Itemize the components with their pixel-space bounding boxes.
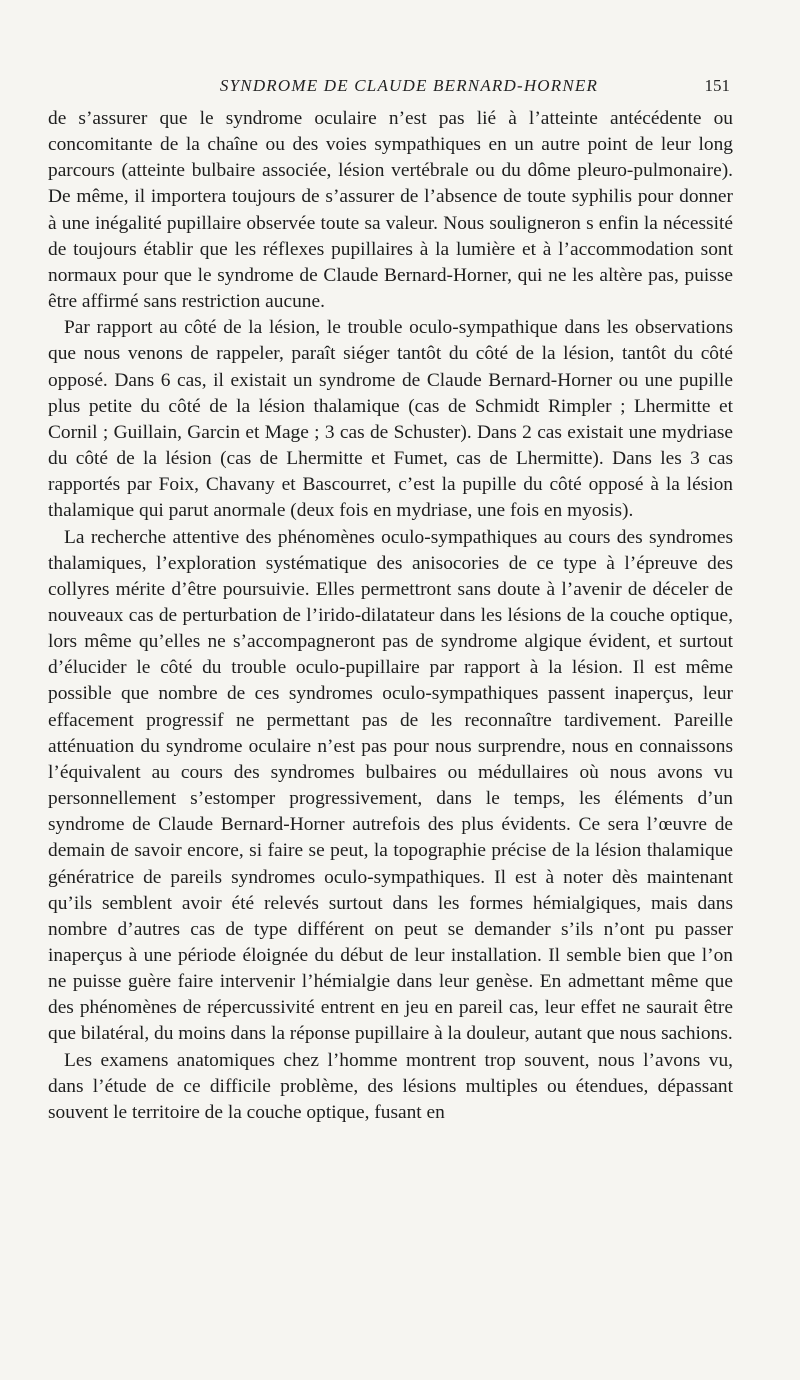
paragraph-1: de s’assurer que le syndrome oculaire n’est pas lié à l’atteinte antécédente ou concomitante de la chaîne ou des voies sympathiques en un autre point de leur long parcours (atteinte bulbaire associée, lésion vertébrale ou du dôme pleuro-pulmonaire). De même, il importera toujours de s’assurer de l’absence de toute syphilis pour donner à une inégalité pupillaire observée toute sa valeur. Nous souligneron s enfin la nécessité de toujours établir que les réflexes pupillaires à la lumière et à l’accommodation sont normaux pour que le syndrome de Claude Bernard-Horner, qui ne les altère pas, puisse être affirmé sans restriction aucune. bbox=[48, 108, 733, 313]
page-number: 151 bbox=[704, 76, 730, 95]
paragraph-3: La recherche attentive des phénomènes oculo-sympathiques au cours des syndromes thalamiques, l’exploration systématique des anisocories de ce type à l’épreuve des collyres mérite d’être poursuivie. Elles permettront sans doute à l’avenir de déceler de nouveaux cas de perturbation de l’irido-dilatateur dans les lésions de la couche optique, lors même qu’elles ne s’accompagneront pas de syndrome algique évident, et surtout d’élucider le côté du trouble oculo-pupillaire par rapport à la lésion. Il est même possible que nombre de ces syndromes oculo-sympathiques passent inaperçus, leur effacement progressif ne permettant pas de les reconnaître tardivement. Pareille atténuation du syndrome oculaire n’est pas pour nous surprendre, nous en connaissons l’équivalent au cours des syndromes bulbaires ou médullaires où nous avons vu personnellement s’estomper progressivement, dans le temps, les éléments d’un syndrome de Claude Bernard-Horner autrefois des plus évidents. Ce sera l’œuvre de demain de savoir encore, si faire se peut, la topographie précise de la lésion thalamique génératrice de pareils syndromes oculo-sympathiques. Il est à noter dès maintenant qu’ils semblent avoir été relevés surtout dans les formes hémialgiques, mais dans nombre d’autres cas de type différent on peut se demander s’ils n’ont pu passer inaperçus à une période éloignée du début de leur installation. Il semble bien que l’on ne puisse guère faire intervenir l’hémialgie dans leur genèse. En admettant même que des phénomènes de répercussivité entrent en jeu en pareil cas, leur effet ne saurait être que bilatéral, du moins dans la réponse pupillaire à la douleur, autant que nous sachions. bbox=[48, 526, 733, 1045]
paragraph-2: Par rapport au côté de la lésion, le trouble oculo-sympathique dans les observations que nous venons de rappeler, paraît siéger tantôt du côté de la lésion, tantôt du côté opposé. Dans 6 cas, il existait un syndrome de Claude Bernard-Horner ou une pupille plus petite du côté de la lésion thalamique (cas de Schmidt Rimpler ; Lhermitte et Cornil ; Guillain, Garcin et Mage ; 3 cas de Schuster). Dans 2 cas existait une mydriase du côté de la lésion (cas de Lhermitte et Fumet, cas de Lhermitte). Dans les 3 cas rapportés par Foix, Chavany et Bascourret, c’est la pupille du côté opposé à la lésion thalamique qui parut anormale (deux fois en mydriase, une fois en myosis). bbox=[48, 317, 733, 522]
paragraph-4: Les examens anatomiques chez l’homme montrent trop souvent, nous l’avons vu, dans l’étude de ce difficile problème, des lésions multiples ou étendues, dépassant souvent le territoire de la couche optique, fusant en bbox=[48, 1049, 733, 1123]
page-body bbox=[48, 106, 733, 1126]
page-header bbox=[48, 76, 730, 100]
running-title: SYNDROME DE CLAUDE BERNARD-HORNER bbox=[219, 76, 599, 95]
